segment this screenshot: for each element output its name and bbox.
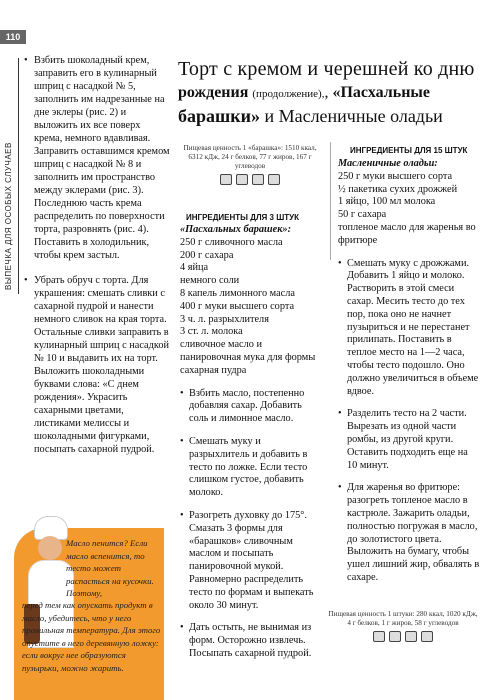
column-divider [330, 142, 331, 260]
ingredient: 50 г сахара [338, 209, 387, 221]
clock-icon [236, 174, 248, 185]
chef-hat-icon [220, 174, 232, 185]
section-side-label: ВЫПЕЧКА ДЛЯ ОСОБЫХ СЛУЧАЕВ [4, 142, 13, 290]
recipe-step: • Смешать муку с дрожжами. Добавить 1 яйцо и молоко. Растворить в этой смеси сахар. Месить тесто до тех пор, пока оно не начнет пузыриться и не перестанет прилипать. Поставить в теплое место на 1—2 часа, чтобы тесто подошло. Оно должно увеличиться в объеме вдвое. [338, 258, 480, 399]
clock-icon [389, 631, 401, 642]
chef-hat-icon [373, 631, 385, 642]
instruction-paragraph-1: • Взбить шоколадный крем, заправить его в кулинарный шприц с насадкой № 5, заполнить им надрезанные на дне эклеры (рис. 2) и выложить их все поверх крема, немного вдавливая. Заправить оставшимся кремом шприц с насадкой № 8 и заполнить им пространство между эклерами (рис. 3). Последнюю часть крема распределить по поверхности торта, разровнять (рис. 4). Поставить в холодильник, чтобы крем застыл. [24, 54, 170, 262]
ingredient: сахарная пудра [180, 364, 247, 376]
ingredients-heading-oladi: ИНГРЕДИЕНТЫ ДЛЯ 15 ШТУК [350, 146, 468, 155]
recipe-step: • Смешать муку и разрыхлитель и добавить в тесто по ложке. Если тесто слишком густое, добавить молоко. [180, 436, 322, 500]
side-divider [18, 58, 19, 294]
plate-icon [268, 174, 280, 185]
nutrition-info-oladi: Пищевая ценность 1 штуки: 280 ккал, 1020 кДж, 4 г белков, 1 г жиров, 58 г углеводов [328, 610, 478, 642]
column-2-recipe-barashki [180, 224, 322, 661]
ingredient: 250 г сливочного масла [180, 236, 283, 248]
page-number: 110 [0, 30, 26, 44]
ingredient: немного соли [180, 275, 240, 287]
ingredient: сливочное масло и панировочная мука для формы [180, 339, 316, 363]
ingredient: 3 ч. л. разрыхлителя [180, 313, 269, 325]
ingredient: 400 г муки высшего сорта [180, 300, 295, 312]
difficulty-icons [328, 631, 478, 642]
chef-face [38, 536, 62, 560]
column-1-instructions [24, 54, 170, 468]
oven-icon [252, 174, 264, 185]
recipe-step: • Для жаренья во фритюре: разогреть топленое масло в кастрюле. Зажарить оладьи, полностью погружая в масло, до золотистого цвета. Выложить на бумагу, чтобы ушел лишний жир, обвалять в сахаре. [338, 482, 480, 584]
difficulty-icons [176, 174, 324, 185]
ingredient: 4 яйца [180, 262, 209, 274]
title-line-1: Торт с кремом и черешней ко дню [178, 58, 475, 80]
title-line-2: рождения (продолжение),, «Пасхальные [178, 84, 430, 101]
tip-text-top: Масло пенится? Если масло вспенится, то тесто может распасться на кусочки. Поэтому, [66, 538, 154, 598]
recipe-steps [338, 258, 480, 585]
tip-text-bottom: перед тем как опускать продукт в масло, убедитесь, что у него правильная температура. Для этого опустите в него деревянную ложку: если вокруг нее образуются пузырьки, можно жарить. [22, 600, 161, 673]
recipe-steps [180, 388, 322, 661]
title-line-3: барашки» и Масленичные оладьи [178, 106, 443, 126]
ingredient: ½ пакетика сухих дрожжей [338, 183, 458, 195]
recipe-step: • Разогреть духовку до 175°. Смазать 3 формы для «барашков» сливочным маслом и посыпать панировочной мукой. Равномерно распределить тесто по формам и выпекать около 30 минут. [180, 510, 322, 612]
instruction-paragraph-2: • Убрать обруч с торта. Для украшения: смешать сливки с сахарной пудрой и нанести немного сливок на края торта. Остальные сливки заправить в кулинарный шприц с насадкой № 10 и выдавить их на торт. Выложить шоколадными буквами слова: «С днем рождения». Украсить сахарными цветами, листиками мелиссы и шоколадными фигурками, посыпать сахарной пудрой. [24, 274, 170, 456]
ingredient: 250 г муки высшего сорта [338, 170, 453, 182]
ingredients-heading-barashki: ИНГРЕДИЕНТЫ ДЛЯ 3 ШТУК [186, 213, 299, 222]
oven-icon [405, 631, 417, 642]
nutrition-info-barashki: Пищевая ценность 1 «барашка»: 1510 ккал, 6312 кДж, 24 г белков, 77 г жиров, 167 г углеводов [176, 144, 324, 185]
column-3-recipe-oladi [338, 158, 480, 585]
recipe-step: • Взбить масло, постепенно добавляя сахар. Добавить соль и лимонное масло. [180, 388, 322, 426]
recipe-step: • Дать остыть, не вынимая из форм. Осторожно извлечь. Посыпать сахарной пудрой. [180, 622, 322, 660]
ingredient: 8 капель лимонного масла [180, 287, 295, 299]
ingredient: 3 ст. л. молока [180, 326, 243, 338]
plate-icon [421, 631, 433, 642]
recipe-name: «Пасхальных барашек»: [180, 224, 292, 235]
ingredient: топленое масло для жаренья во фритюре [338, 221, 476, 246]
recipe-name: Масленичные оладьи: [338, 158, 438, 169]
ingredient: 200 г сахара [180, 249, 234, 261]
page-title [178, 58, 478, 127]
ingredient: 1 яйцо, 100 мл молока [338, 196, 436, 208]
recipe-step: • Разделить тесто на 2 части. Вырезать из одной части ромбы, из другой круги. Оставить подходить еще на 10 минут. [338, 408, 480, 472]
